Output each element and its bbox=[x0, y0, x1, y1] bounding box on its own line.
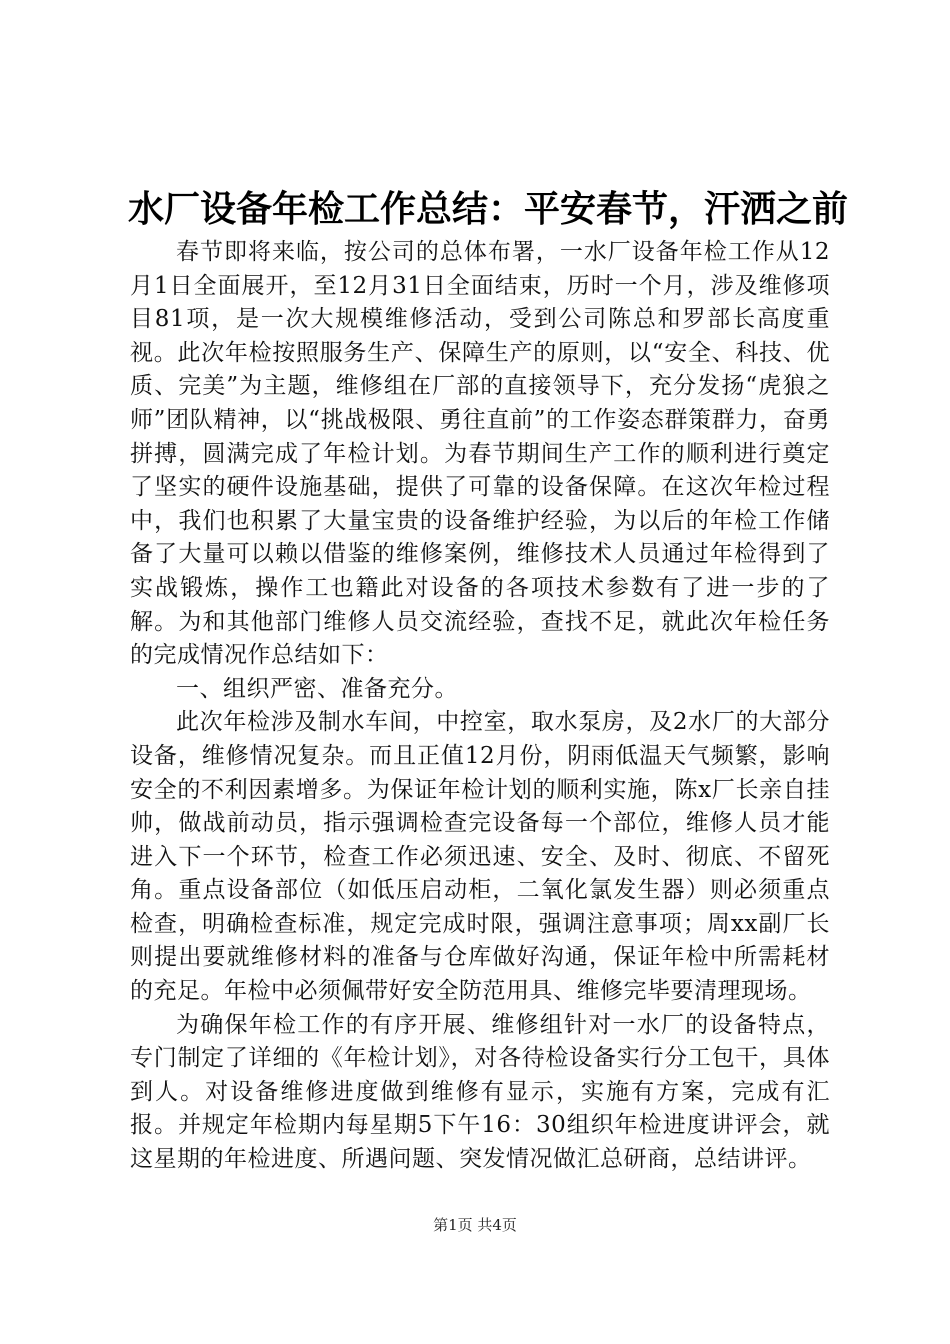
document-title: 水厂设备年检工作总结：平安春节，汗洒之前 bbox=[128, 189, 849, 230]
page-footer: 第1页 共4页 bbox=[433, 1216, 517, 1234]
paragraph-organization: 此次年检涉及制水车间，中控室，取水泵房，及2水厂的大部分设备，维修情况复杂。而且正值12月份，阴雨低温天气频繁，影响安全的不利因素增多。为保证年检计划的顺利实施，陈x厂长亲自挂帅，做战前动员，指示强调检查完设备每一个部位，维修人员才能进入下一个环节，检查工作必须迅速、安全、及时、彻底、不留死角。重点设备部位（如低压启动柜，二氧化氯发生器）则必须重点检查，明确检查标准，规定完成时限，强调注意事项；周xx副厂长则提出要就维修材料的准备与仓库做好沟通，保证年检中所需耗材的充足。年检中必须佩带好安全防范用具、维修完毕要清理现场。 bbox=[130, 709, 830, 1005]
paragraph-intro: 春节即将来临，按公司的总体布署，一水厂设备年检工作从12月1日全面展开，至12月31日全面结束，历时一个月，涉及维修项目81项，是一次大规模维修活动，受到公司陈总和罗部长高度重视。此次年检按照服务生产、保障生产的原则，以“安全、科技、优质、完美”为主题，维修组在厂部的直接领导下，充分发扬“虎狼之师”团队精神，以“挑战极限、勇往直前”的工作姿态群策群力，奋勇拼搏，圆满完成了年检计划。为春节期间生产工作的顺利进行奠定了坚实的硬件设施基础，提供了可靠的设备保障。在这次年检过程中，我们也积累了大量宝贵的设备维护经验，为以后的年检工作储备了大量可以赖以借鉴的维修案例，维修技术人员通过年检得到了实战锻炼，操作工也籍此对设备的各项技术参数有了进一步的了解。为和其他部门维修人员交流经验，查找不足，就此次年检任务的完成情况作总结如下： bbox=[130, 239, 830, 669]
section-heading-1: 一、组织严密、准备充分。 bbox=[176, 675, 458, 702]
paragraph-plan: 为确保年检工作的有序开展、维修组针对一水厂的设备特点，专门制定了详细的《年检计划》，对各待检设备实行分工包干，具体到人。对设备维修进度做到维修有显示，实施有方案，完成有汇报。并规定年检期内每星期5下午16：30组织年检进度讲评会，就这星期的年检进度、所遇问题、突发情况做汇总研商，总结讲评。 bbox=[130, 1011, 830, 1173]
document-body bbox=[130, 236, 830, 1177]
